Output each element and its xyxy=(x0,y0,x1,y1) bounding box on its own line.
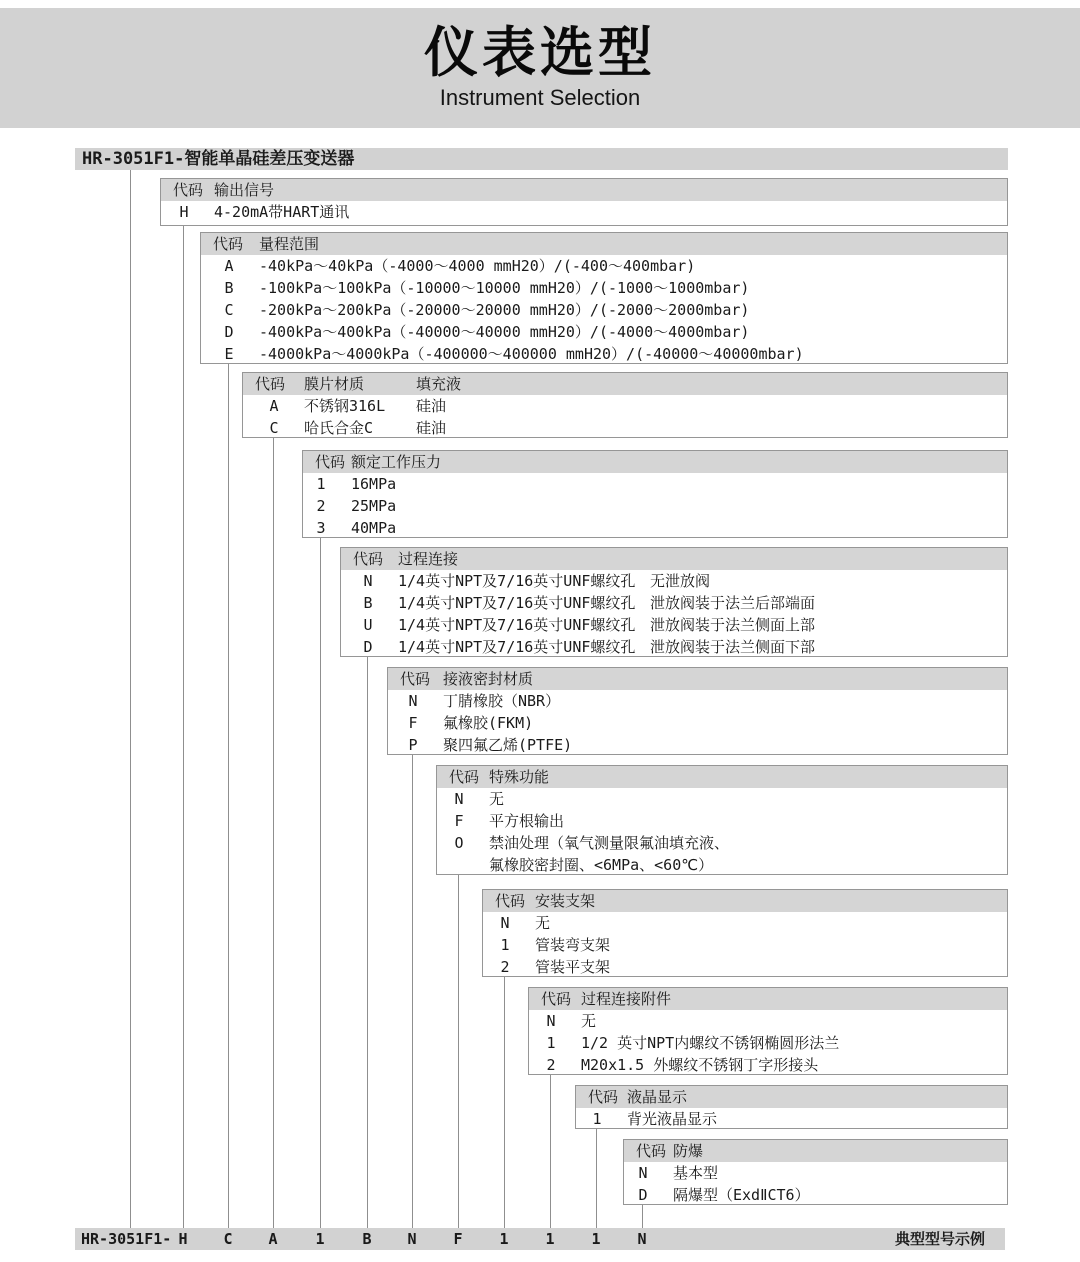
code-row xyxy=(483,934,1007,956)
row-code: 2 xyxy=(316,497,326,515)
code-row xyxy=(576,1108,1007,1130)
row-code: 2 xyxy=(546,1056,556,1074)
row-cell-2: 泄放阀装于法兰后部端面 xyxy=(650,594,816,612)
row-cell-1: 1/4英寸NPT及7/16英寸UNF螺纹孔 xyxy=(398,594,636,612)
connector-line xyxy=(273,438,274,1228)
row-code: P xyxy=(408,736,418,754)
row-code: B xyxy=(363,594,373,612)
section-rated-working-pressure xyxy=(302,450,1008,538)
connector-line xyxy=(130,170,131,1228)
row-cell-1: 1/4英寸NPT及7/16英寸UNF螺纹孔 xyxy=(398,572,636,590)
model-code: 1 xyxy=(591,1230,601,1248)
code-row xyxy=(303,473,1007,495)
code-row xyxy=(483,956,1007,978)
section-header xyxy=(303,451,1007,473)
connector-line xyxy=(504,977,505,1228)
row-cell-1: 1/4英寸NPT及7/16英寸UNF螺纹孔 xyxy=(398,638,636,656)
connector-line xyxy=(412,755,413,1228)
code-row xyxy=(201,321,1007,343)
model-code: N xyxy=(407,1230,417,1248)
row-code: B xyxy=(224,279,234,297)
model-example-bar xyxy=(75,1228,1005,1250)
row-description: 无 xyxy=(489,790,505,808)
row-description xyxy=(398,614,815,636)
code-row xyxy=(529,1032,1007,1054)
row-description: 平方根输出 xyxy=(489,812,565,830)
row-description: 背光液晶显示 xyxy=(627,1110,718,1128)
row-cell-2: 硅油 xyxy=(416,419,447,437)
row-description: 隔爆型（ExdⅡCT6） xyxy=(673,1186,810,1204)
code-row xyxy=(388,690,1007,712)
header-code-label: 代码 xyxy=(588,1088,619,1106)
row-code: E xyxy=(224,345,234,363)
row-description-continued: 氟橡胶密封圈、<6MPa、<60℃） xyxy=(489,856,714,874)
row-code: 1 xyxy=(592,1110,602,1128)
section-header xyxy=(388,668,1007,690)
header-title: 过程连接 xyxy=(398,550,459,568)
row-description: 禁油处理（氧气测量限氟油填充液、 xyxy=(489,834,730,852)
page-banner xyxy=(0,8,1080,128)
section-header xyxy=(341,548,1007,570)
row-description: -4000kPa～4000kPa（-400000～400000 mmH20）/(-40000～40000mbar) xyxy=(259,345,804,363)
connector-line xyxy=(183,226,184,1228)
code-row xyxy=(201,255,1007,277)
header-title: 过程连接附件 xyxy=(581,990,672,1008)
section-range xyxy=(200,232,1008,364)
section-process-connection xyxy=(340,547,1008,657)
header-code-label: 代码 xyxy=(213,235,244,253)
header-title: 接液密封材质 xyxy=(443,670,534,688)
model-code: 1 xyxy=(499,1230,509,1248)
page-title: 仪表选型 xyxy=(424,21,656,85)
section-header xyxy=(161,179,1007,201)
row-description: 管装弯支架 xyxy=(535,936,611,954)
header-title: 防爆 xyxy=(673,1142,704,1160)
header-title: 膜片材质 xyxy=(304,375,365,393)
row-code: 3 xyxy=(316,519,326,537)
connector-line xyxy=(320,538,321,1228)
code-row xyxy=(201,343,1007,365)
code-row xyxy=(437,810,1007,832)
code-row xyxy=(529,1010,1007,1032)
model-example-label: 典型型号示例 xyxy=(894,1230,985,1248)
section-header xyxy=(483,890,1007,912)
connector-line xyxy=(596,1129,597,1228)
code-row xyxy=(201,299,1007,321)
row-description: -40kPa～40kPa（-4000～4000 mmH20）/(-400～400mbar) xyxy=(259,257,696,275)
row-code: N xyxy=(408,692,418,710)
row-code: C xyxy=(269,419,279,437)
section-special-function xyxy=(436,765,1008,875)
row-code: D xyxy=(638,1186,648,1204)
row-code: A xyxy=(269,397,279,415)
code-row-continuation xyxy=(437,854,1007,876)
product-title-bar: HR-3051F1-智能单晶硅差压变送器 xyxy=(75,148,1008,170)
row-cell-2: 泄放阀装于法兰侧面下部 xyxy=(650,638,816,656)
model-code: 1 xyxy=(545,1230,555,1248)
section-output-signal xyxy=(160,178,1008,226)
code-row xyxy=(243,417,1007,439)
model-code: N xyxy=(637,1230,647,1248)
model-prefix: HR-3051F1- xyxy=(81,1230,172,1248)
section-explosion-proof xyxy=(623,1139,1008,1205)
row-code: O xyxy=(454,834,464,852)
connector-line xyxy=(367,657,368,1228)
code-row xyxy=(201,277,1007,299)
code-row xyxy=(529,1054,1007,1076)
row-code: N xyxy=(363,572,373,590)
header-code-label: 代码 xyxy=(353,550,384,568)
header-title: 量程范围 xyxy=(259,235,320,253)
row-description: 氟橡胶(FKM) xyxy=(443,714,534,732)
row-description xyxy=(398,636,815,658)
connector-line xyxy=(458,875,459,1228)
row-code: N xyxy=(500,914,510,932)
section-header xyxy=(529,988,1007,1010)
row-description: 1/2 英寸NPT内螺纹不锈钢椭圆形法兰 xyxy=(581,1034,840,1052)
row-code: 1 xyxy=(500,936,510,954)
code-row xyxy=(388,712,1007,734)
model-code: B xyxy=(362,1230,372,1248)
header-code-label: 代码 xyxy=(636,1142,667,1160)
row-code: 1 xyxy=(546,1034,556,1052)
row-description: -400kPa～400kPa（-40000～40000 mmH20）/(-4000～4000mbar) xyxy=(259,323,750,341)
row-code: D xyxy=(363,638,373,656)
code-row xyxy=(624,1184,1007,1206)
row-description: 16MPa xyxy=(351,475,397,493)
connector-line xyxy=(550,1075,551,1228)
row-code: F xyxy=(408,714,418,732)
row-description: 4-20mA带HART通讯 xyxy=(214,203,350,221)
model-code: H xyxy=(178,1230,188,1248)
section-lcd-display xyxy=(575,1085,1008,1129)
row-cell-2: 硅油 xyxy=(416,397,447,415)
row-description xyxy=(398,592,815,614)
code-row xyxy=(243,395,1007,417)
section-process-connection-accessory xyxy=(528,987,1008,1075)
section-mounting-bracket xyxy=(482,889,1008,977)
row-description: M20x1.5 外螺纹不锈钢丁字形接头 xyxy=(581,1056,819,1074)
header-code-label: 代码 xyxy=(173,181,204,199)
header-title: 安装支架 xyxy=(535,892,596,910)
code-row xyxy=(341,570,1007,592)
row-code: N xyxy=(454,790,464,808)
row-cell-2: 无泄放阀 xyxy=(650,572,711,590)
connector-line xyxy=(228,364,229,1228)
row-description: 基本型 xyxy=(673,1164,719,1182)
model-code: A xyxy=(268,1230,278,1248)
code-row xyxy=(437,788,1007,810)
section-wetted-seal-material xyxy=(387,667,1008,755)
header-code-label: 代码 xyxy=(400,670,431,688)
model-code: C xyxy=(223,1230,233,1248)
header-title: 额定工作压力 xyxy=(351,453,442,471)
code-row xyxy=(303,495,1007,517)
code-row xyxy=(437,832,1007,854)
row-cell-1: 哈氏合金C xyxy=(304,419,374,437)
section-header xyxy=(243,373,1007,395)
header-title: 特殊功能 xyxy=(489,768,550,786)
row-description xyxy=(304,417,446,439)
header-code-label: 代码 xyxy=(541,990,572,1008)
row-description: 40MPa xyxy=(351,519,397,537)
section-header xyxy=(576,1086,1007,1108)
row-cell-1: 不锈钢316L xyxy=(304,397,386,415)
row-code: 2 xyxy=(500,958,510,976)
row-description xyxy=(398,570,710,592)
header-code-label: 代码 xyxy=(315,453,346,471)
row-code: N xyxy=(546,1012,556,1030)
header-title: 液晶显示 xyxy=(627,1088,688,1106)
header-code-label: 代码 xyxy=(449,768,480,786)
row-code: N xyxy=(638,1164,648,1182)
row-code: F xyxy=(454,812,464,830)
row-code: H xyxy=(179,203,189,221)
row-description: 管装平支架 xyxy=(535,958,611,976)
row-description: 25MPa xyxy=(351,497,397,515)
row-code: A xyxy=(224,257,234,275)
model-code: 1 xyxy=(315,1230,325,1248)
row-description xyxy=(304,395,446,417)
code-row xyxy=(303,517,1007,539)
row-description: 丁腈橡胶（NBR） xyxy=(443,692,561,710)
model-code: F xyxy=(453,1230,463,1248)
row-description: 无 xyxy=(535,914,551,932)
code-row xyxy=(341,636,1007,658)
code-row xyxy=(341,614,1007,636)
code-row xyxy=(161,201,1007,223)
row-description: -200kPa～200kPa（-20000～20000 mmH20）/(-2000～2000mbar) xyxy=(259,301,750,319)
header-code-label: 代码 xyxy=(255,375,286,393)
row-cell-2: 泄放阀装于法兰侧面上部 xyxy=(650,616,816,634)
row-description: -100kPa～100kPa（-10000～10000 mmH20）/(-1000～1000mbar) xyxy=(259,279,750,297)
section-header xyxy=(624,1140,1007,1162)
code-row xyxy=(483,912,1007,934)
code-row xyxy=(341,592,1007,614)
code-row xyxy=(388,734,1007,756)
row-code: C xyxy=(224,301,234,319)
header-title-2: 填充液 xyxy=(416,375,462,393)
page-subtitle: Instrument Selection xyxy=(439,84,641,110)
header-code-label: 代码 xyxy=(495,892,526,910)
row-code: 1 xyxy=(316,475,326,493)
header-title: 输出信号 xyxy=(214,181,275,199)
section-header xyxy=(437,766,1007,788)
connector-line xyxy=(642,1205,643,1228)
section-diaphragm-material xyxy=(242,372,1008,438)
row-cell-1: 1/4英寸NPT及7/16英寸UNF螺纹孔 xyxy=(398,616,636,634)
section-header xyxy=(201,233,1007,255)
row-code: D xyxy=(224,323,234,341)
row-description: 无 xyxy=(581,1012,597,1030)
code-row xyxy=(624,1162,1007,1184)
row-description: 聚四氟乙烯(PTFE) xyxy=(443,736,573,754)
row-code: U xyxy=(363,616,373,634)
